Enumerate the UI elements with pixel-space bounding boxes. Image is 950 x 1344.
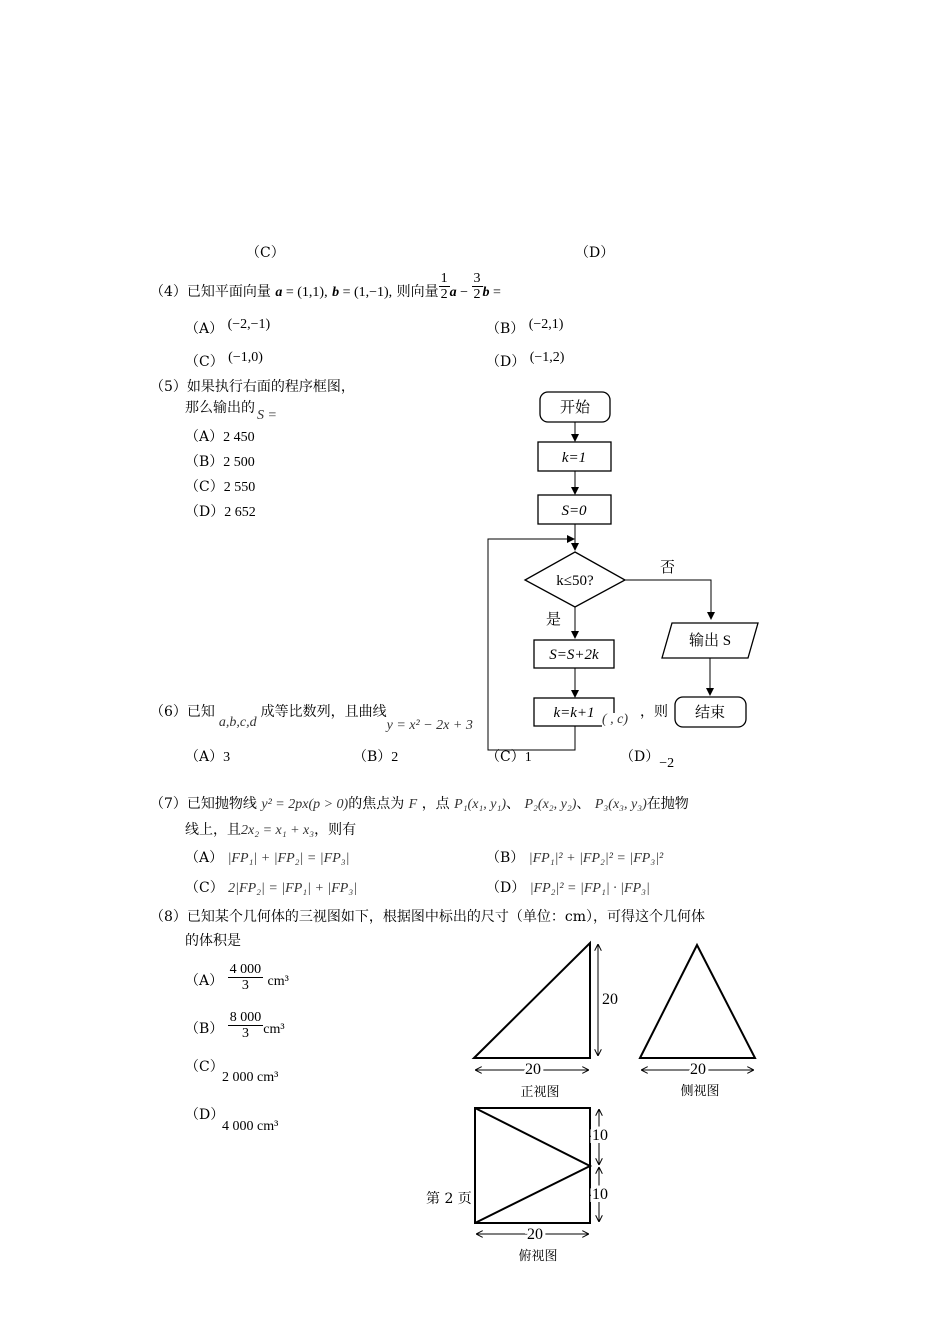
q5-option-d[interactable]: （D）2 652 [185, 504, 256, 520]
q5-option-a[interactable]: （A）2 450 [185, 429, 255, 445]
q4-option-c[interactable]: （C） (−1,0) [185, 350, 263, 370]
front-view-triangle [474, 943, 590, 1058]
question-5-stem: （5）如果执行右面的程序框图， [150, 379, 355, 395]
top-upper-label: 10 [592, 1127, 608, 1144]
question-7-stem: （7）已知抛物线 y² = 2px(p > 0)的焦点为 F ，点 P₁(x₁, y₁)、 P₂(x₂, y₂)、 P₃(x₃, y₃)在抛物 [150, 796, 689, 812]
q6-fragment: ( , c) [602, 712, 629, 727]
question-5-stem-line2: 那么输出的 S = [185, 400, 277, 423]
question-8-stem-line2: 的体积是 [185, 933, 241, 949]
k-init-label: k=1 [561, 450, 587, 466]
side-view-caption: 侧视图 [680, 1083, 720, 1098]
q6-stem-tail: ，则 [640, 704, 668, 720]
top-option-c: （C） [246, 245, 285, 261]
side-view-triangle [640, 945, 755, 1058]
question-6-stem: （6）已知a,b,c,d成等比数列，且曲线y = x² − 2x + 3 [150, 704, 473, 733]
top-width-label: 20 [527, 1226, 543, 1243]
front-height-label: 20 [602, 991, 618, 1008]
q6-option-c[interactable]: （C）1 [486, 749, 532, 765]
q7-option-b[interactable]: （B） |FP₁|² + |FP₂|² = |FP₃|² [486, 850, 664, 866]
q6-option-d[interactable]: （D）−2 [620, 749, 675, 771]
no-label: 否 [660, 560, 676, 576]
s-init-label: S=0 [561, 503, 587, 519]
q6-option-a[interactable]: （A）3 [185, 749, 231, 765]
q5-option-c[interactable]: （C）2 550 [185, 479, 256, 495]
q7-option-a[interactable]: （A） |FP₁| + |FP₂| = |FP₃| [185, 850, 350, 866]
top-view-caption: 俯视图 [518, 1248, 558, 1263]
q4-option-b[interactable]: （B） (−2,1) [486, 317, 564, 337]
q5-option-b[interactable]: （B）2 500 [185, 454, 255, 470]
front-view-caption: 正视图 [520, 1084, 560, 1099]
q7-option-c[interactable]: （C） 2|FP₂| = |FP₁| + |FP₃| [185, 880, 358, 896]
q8-option-c-value: 2 000 cm³ [222, 1070, 279, 1085]
q8-option-d[interactable]: （D） [185, 1107, 225, 1123]
yes-label: 是 [546, 612, 562, 628]
top-view-triangle [475, 1108, 590, 1223]
front-width-label: 20 [525, 1061, 541, 1078]
condition-label: k≤50? [556, 573, 594, 589]
q7-option-d[interactable]: （D） |FP₂|² = |FP₁| · |FP₃| [486, 880, 650, 896]
q8-option-d-value: 4 000 cm³ [222, 1119, 279, 1134]
side-width-label: 20 [690, 1061, 706, 1078]
q8-option-c[interactable]: （C） [185, 1059, 224, 1075]
k-update-label: k=k+1 [553, 705, 595, 721]
question-8-stem: （8）已知某个几何体的三视图如下，根据图中标出的尺寸（单位：cm），可得这个几何体 [150, 909, 706, 925]
q8-option-a[interactable]: （A） $\frac{4 000}{3}$ cm³ [185, 962, 289, 994]
end-label: 结束 [694, 705, 726, 721]
question-7-stem-line2: 线上，且2x₂ = x₁ + x₃，则有 [185, 822, 357, 838]
q4-option-a[interactable]: （A） (−2,−1) [185, 317, 271, 337]
question-4-stem: （4）已知平面向量 a = (1,1), b = (1,−1), 则向量 $\frac{1}{2}$ a − $\frac{3}{2}$ b = [150, 271, 501, 303]
s-update-label: S=S+2k [549, 647, 599, 663]
top-option-d: （D） [575, 245, 615, 261]
start-label: 开始 [559, 400, 591, 416]
q6-option-b[interactable]: （B）2 [353, 749, 399, 765]
top-view-square [475, 1108, 590, 1223]
page-number: 第 2 页 [426, 1191, 472, 1207]
q8-option-b[interactable]: （B） $\frac{8 000}{3}$ cm³ [185, 1010, 285, 1042]
top-lower-label: 10 [592, 1186, 608, 1203]
q4-option-d[interactable]: （D） (−1,2) [486, 350, 565, 370]
output-label: 输出 S [688, 633, 732, 649]
